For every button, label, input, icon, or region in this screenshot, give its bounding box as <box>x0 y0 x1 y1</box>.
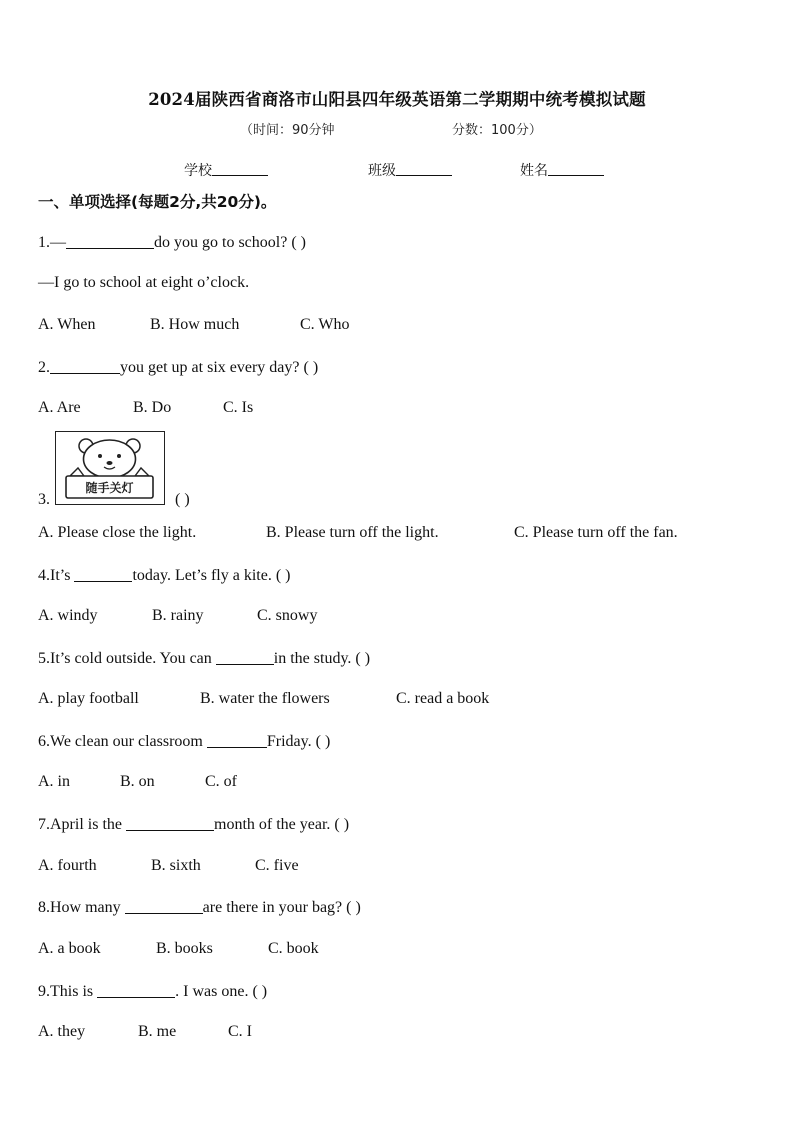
option-c: C. Who <box>300 316 350 333</box>
option-b: B. water the flowers <box>200 690 330 707</box>
option-c: C. snowy <box>257 607 318 624</box>
question-number: 1. <box>38 234 50 251</box>
option-b: B. Do <box>133 399 172 416</box>
question-number: 2. <box>38 359 50 376</box>
option-c: C. five <box>255 857 299 874</box>
question-text: do you go to school? ( ) <box>154 234 306 251</box>
question-1-line-2: —I go to school at eight o’clock. <box>38 274 250 291</box>
option-b: B. on <box>120 773 155 790</box>
page-title: 2024届陕西省商洛市山阳县四年级英语第二学期期中统考模拟试题 <box>148 90 646 109</box>
name-blank <box>548 161 604 176</box>
question-text: 8.How many <box>38 899 125 916</box>
school-field <box>184 160 268 180</box>
turn-off-light-sign-image <box>55 431 165 505</box>
bear-holding-sign-icon <box>56 432 163 503</box>
question-text: in the study. ( ) <box>273 650 371 667</box>
option-c: C. Is <box>223 399 254 416</box>
class-label: 班级 <box>368 163 396 179</box>
question-text: you get up at six every day? ( ) <box>120 359 319 376</box>
answer-blank <box>97 982 175 998</box>
option-c: C. book <box>268 940 319 957</box>
option-c: C. of <box>205 773 237 790</box>
option-a: A. Are <box>38 399 81 416</box>
option-b: B. me <box>138 1023 177 1040</box>
answer-blank <box>50 358 120 374</box>
question-text: 6.We clean our classroom <box>38 733 207 750</box>
question-4 <box>38 566 290 585</box>
option-b: B. books <box>156 940 213 957</box>
answer-blank <box>74 566 132 582</box>
option-b: B. Please turn off the light. <box>266 524 439 541</box>
question-3-paren: ( ) <box>175 491 190 508</box>
question-text: 9.This is <box>38 983 98 1000</box>
answer-blank <box>66 233 154 249</box>
sign-text: 随手关灯 <box>85 481 134 495</box>
answer-blank <box>207 732 267 748</box>
option-a: A. windy <box>38 607 98 624</box>
option-c: C. Please turn off the fan. <box>514 524 678 541</box>
option-a: A. fourth <box>38 857 97 874</box>
option-a: A. play football <box>38 690 139 707</box>
class-field <box>368 160 452 180</box>
option-b: B. sixth <box>151 857 201 874</box>
name-label: 姓名 <box>520 163 548 179</box>
answer-blank <box>126 815 214 831</box>
question-7 <box>38 815 349 834</box>
option-b: B. How much <box>150 316 240 333</box>
question-text: 7.April is the <box>38 816 126 833</box>
school-label: 学校 <box>184 163 212 179</box>
question-text: 5.It’s cold outside. You can <box>38 650 216 667</box>
question-8 <box>38 898 361 917</box>
exam-score: 分数：100分） <box>452 123 542 138</box>
exam-time: （时间：90分钟 <box>240 123 335 138</box>
question-text: Friday. ( ) <box>266 733 331 750</box>
option-a: A. Please close the light. <box>38 524 197 541</box>
class-blank <box>396 161 452 176</box>
school-blank <box>212 161 268 176</box>
option-a: A. When <box>38 316 96 333</box>
question-text: . I was one. ( ) <box>175 983 268 1000</box>
question-1 <box>38 233 306 252</box>
option-a: A. in <box>38 773 70 790</box>
name-field <box>520 160 604 180</box>
option-a: A. they <box>38 1023 86 1040</box>
option-c: C. read a book <box>396 690 490 707</box>
question-text: month of the year. ( ) <box>214 816 350 833</box>
question-dash: — <box>50 234 66 251</box>
answer-blank <box>216 649 274 665</box>
question-6 <box>38 732 330 751</box>
option-c: C. I <box>228 1023 252 1040</box>
option-a: A. a book <box>38 940 101 957</box>
question-5 <box>38 649 370 668</box>
question-9 <box>38 982 267 1001</box>
question-2 <box>38 358 318 377</box>
option-b: B. rainy <box>152 607 204 624</box>
question-text: today. Let’s fly a kite. ( ) <box>132 567 291 584</box>
section-title: 一、单项选择(每题2分,共20分)。 <box>38 193 277 211</box>
question-text: are there in your bag? ( ) <box>202 899 361 916</box>
question-text: 4.It’s <box>38 567 75 584</box>
answer-blank <box>125 898 203 914</box>
question-3-number: 3. <box>38 491 50 508</box>
